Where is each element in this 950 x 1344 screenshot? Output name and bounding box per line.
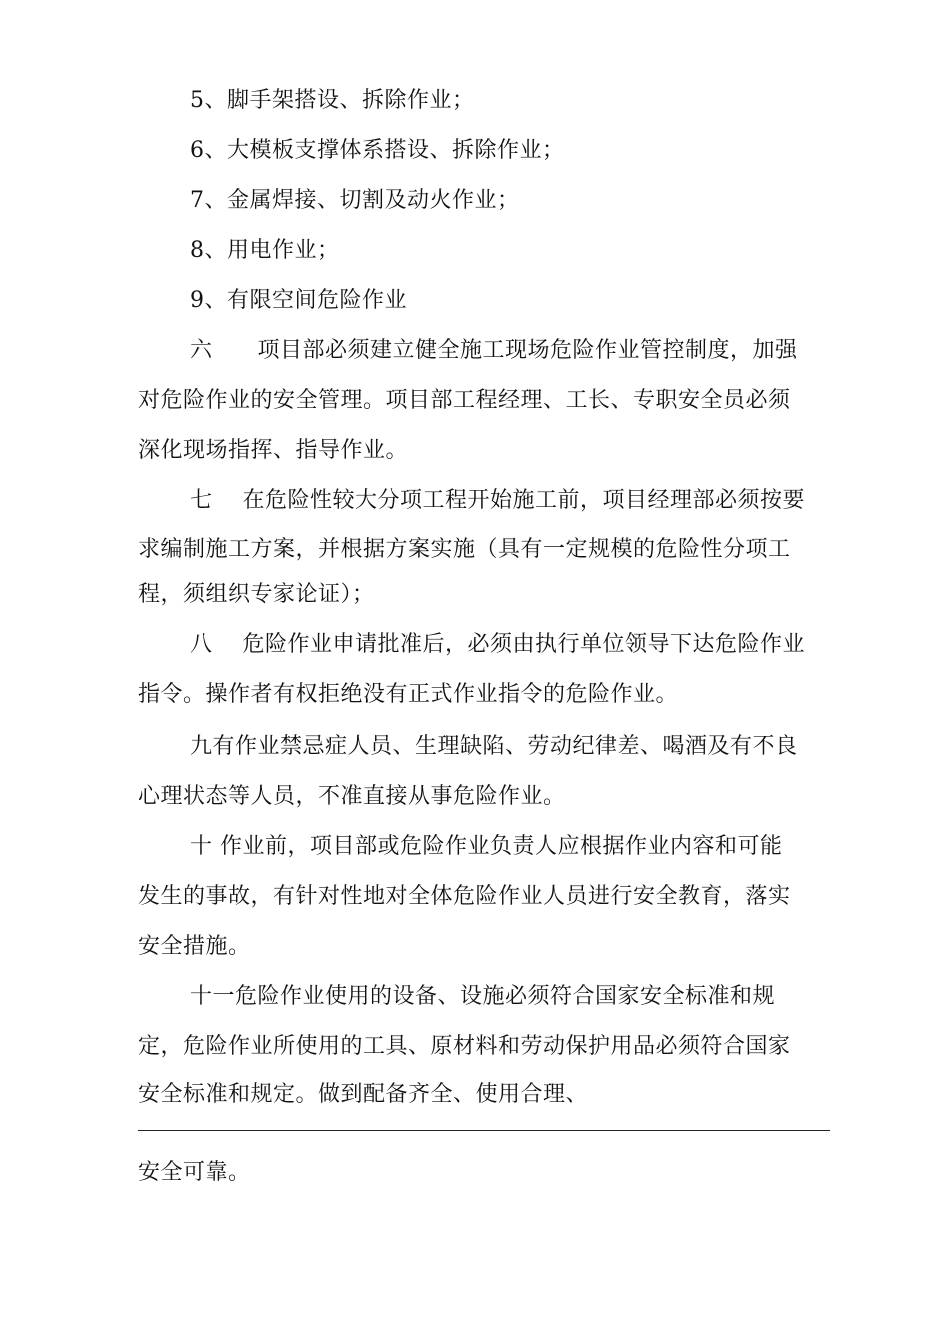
page-break-rule <box>138 1130 830 1131</box>
paragraph-11-line-2: 定，危险作业所使用的工具、原材料和劳动保护用品必须符合国家 <box>138 1034 791 1059</box>
paragraph-7-line-1: 七 在危险性较大分项工程开始施工前，项目经理部必须按要 <box>190 488 805 513</box>
paragraph-8-line-1: 八 危险作业申请批准后，必须由执行单位领导下达危险作业 <box>190 632 805 657</box>
paragraph-8-line-2: 指令。操作者有权拒绝没有正式作业指令的危险作业。 <box>138 682 679 707</box>
list-item-8: 8、用电作业； <box>190 238 340 263</box>
paragraph-7-line-2: 求编制施工方案，并根据方案实施（具有一定规模的危险性分项工 <box>138 537 791 562</box>
paragraph-7-line-3: 程，须组织专家论证）； <box>138 582 375 607</box>
paragraph-11-line-3: 安全标准和规定。做到配备齐全、使用合理、 <box>138 1082 589 1107</box>
list-item-7: 7、金属焊接、切割及动火作业； <box>190 188 520 213</box>
paragraph-11-line-1: 十一危险作业使用的设备、设施必须符合国家安全标准和规 <box>190 984 776 1009</box>
list-item-6: 6、大模板支撑体系搭设、拆除作业； <box>190 138 565 163</box>
list-item-5: 5、脚手架搭设、拆除作业； <box>190 88 475 113</box>
paragraph-6-line-3: 深化现场指挥、指导作业。 <box>138 438 409 463</box>
paragraph-10-line-1: 十 作业前，项目部或危险作业负责人应根据作业内容和可能 <box>190 834 783 859</box>
paragraph-9-line-2: 心理状态等人员，不准直接从事危险作业。 <box>138 784 566 809</box>
paragraph-6-line-2: 对危险作业的安全管理。项目部工程经理、工长、专职安全员必须 <box>138 388 791 413</box>
paragraph-6-line-1: 六 项目部必须建立健全施工现场危险作业管控制度，加强 <box>190 338 798 363</box>
paragraph-9-line-1: 九有作业禁忌症人员、生理缺陷、劳动纪律差、喝酒及有不良 <box>190 734 798 759</box>
paragraph-10-line-2: 发生的事故，有针对性地对全体危险作业人员进行安全教育，落实 <box>138 884 791 909</box>
paragraph-10-line-3: 安全措施。 <box>138 934 251 959</box>
continued-text: 安全可靠。 <box>138 1160 251 1185</box>
list-item-9: 9、有限空间危险作业 <box>190 288 407 313</box>
